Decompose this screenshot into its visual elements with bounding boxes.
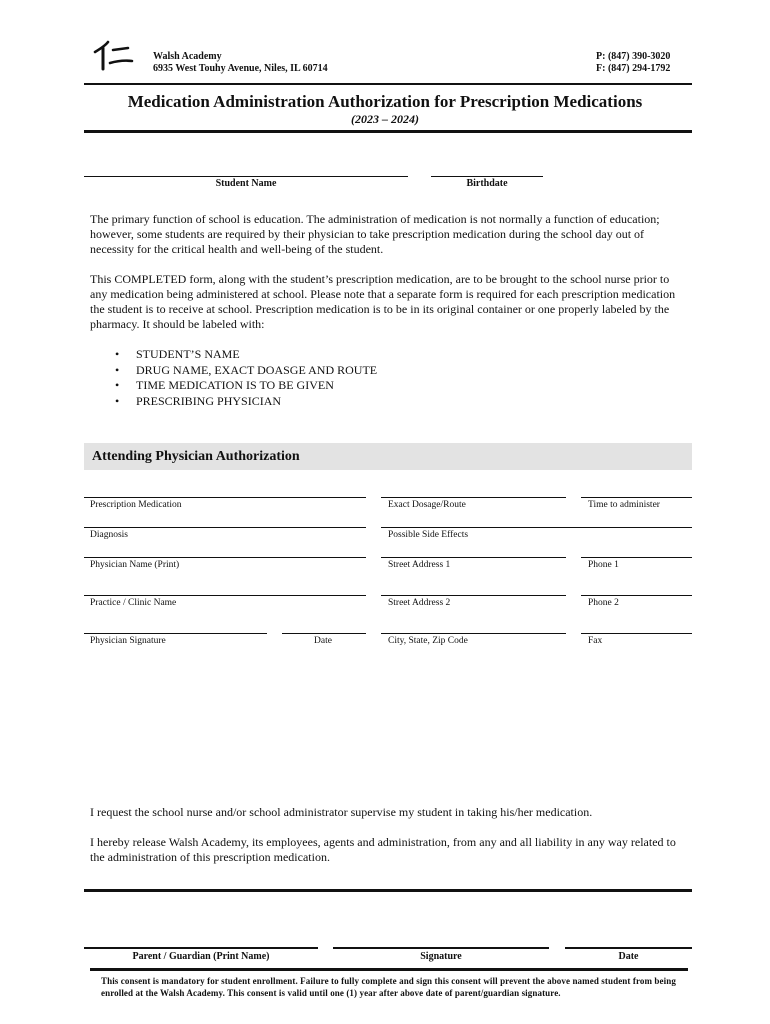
prescription-medication-line[interactable]	[84, 497, 366, 498]
parent-name-line[interactable]	[84, 947, 318, 949]
school-address: 6935 West Touhy Avenue, Niles, IL 60714	[153, 63, 328, 74]
physician-signature-line[interactable]	[84, 633, 267, 634]
physician-date-line[interactable]	[282, 633, 366, 634]
practice-name-label: Practice / Clinic Name	[90, 598, 177, 608]
phone-2-label: Phone 2	[588, 598, 619, 608]
street-address-2-label: Street Address 2	[388, 598, 451, 608]
list-item: • STUDENT’S NAME	[90, 347, 377, 363]
diagnosis-line[interactable]	[84, 527, 366, 528]
page-subtitle: (2023 – 2024)	[351, 112, 419, 126]
birthdate-line[interactable]	[431, 176, 543, 177]
parent-signature-line[interactable]	[333, 947, 549, 949]
birthdate-label: Birthdate	[466, 178, 508, 189]
consent-divider	[84, 889, 692, 892]
intro-paragraph-1: The primary function of school is education. The administration of medication is not normally a function of education; however, some students are required by their physician to take prescription medication during the school day out of necessity for the critical health and well-being of the student.	[90, 212, 660, 256]
page-title: Medication Administration Authorization for Prescription Medications	[127, 92, 643, 111]
exact-dosage-line[interactable]	[381, 497, 566, 498]
side-effects-line[interactable]	[381, 527, 692, 528]
physician-section-header	[84, 443, 692, 470]
footer-divider	[90, 968, 688, 971]
supervision-request-text: I request the school nurse and/or school administrator supervise my student in taking his/her medication.	[90, 805, 593, 819]
street-address-1-line[interactable]	[381, 557, 566, 558]
prescription-medication-label: Prescription Medication	[90, 500, 182, 510]
school-logo	[92, 40, 134, 72]
practice-name-line[interactable]	[84, 595, 366, 596]
label-requirements-list	[90, 347, 377, 409]
title-divider	[84, 130, 692, 133]
student-name-label: Student Name	[215, 178, 277, 189]
list-item: • PRESCRIBING PHYSICIAN	[90, 394, 377, 410]
phone-1-label: Phone 1	[588, 560, 619, 570]
school-phone: P: (847) 390-3020	[596, 51, 671, 62]
student-name-line[interactable]	[84, 176, 408, 177]
city-state-zip-line[interactable]	[381, 633, 566, 634]
school-name: Walsh Academy	[153, 51, 222, 62]
school-fax: F: (847) 294-1792	[596, 63, 671, 74]
street-address-2-line[interactable]	[381, 595, 566, 596]
physician-date-label: Date	[314, 636, 332, 646]
intro-paragraph-2: This COMPLETED form, along with the student’s prescription medication, are to be brought to the school nurse prior to any medication being administered at school. Please note that a separate form is required for each prescription medication the student is to receive at school. Prescription medication is to be in its original container or one properly labeled by the pharmacy. It should be labeled with:	[90, 272, 676, 331]
physician-name-line[interactable]	[84, 557, 366, 558]
city-state-zip-label: City, State, Zip Code	[388, 636, 468, 646]
physician-name-label: Physician Name (Print)	[90, 560, 180, 570]
physician-signature-label: Physician Signature	[90, 636, 166, 646]
phone-2-line[interactable]	[581, 595, 692, 596]
time-to-administer-label: Time to administer	[588, 500, 660, 510]
time-to-administer-line[interactable]	[581, 497, 692, 498]
exact-dosage-label: Exact Dosage/Route	[388, 500, 466, 510]
section-title: Attending Physician Authorization	[92, 449, 300, 464]
parent-date-label: Date	[618, 951, 639, 962]
list-item: • DRUG NAME, EXACT DOASGE AND ROUTE	[90, 363, 377, 379]
footer-note: This consent is mandatory for student enrollment. Failure to fully complete and sign this consent will prevent the above named student from being enrolled at the Walsh Academy. This consent is valid until one (1) year after above date of parent/guardian signature.	[101, 976, 676, 998]
parent-signature-label: Signature	[420, 951, 462, 962]
phone-1-line[interactable]	[581, 557, 692, 558]
list-item: • TIME MEDICATION IS TO BE GIVEN	[90, 378, 377, 394]
fax-label: Fax	[588, 636, 603, 646]
parent-date-line[interactable]	[565, 947, 692, 949]
diagnosis-label: Diagnosis	[90, 530, 128, 540]
parent-name-label: Parent / Guardian (Print Name)	[132, 951, 270, 962]
liability-release-text: I hereby release Walsh Academy, its employees, agents and administration, from any and all liability in any way related to the administration of this prescription medication.	[90, 835, 676, 864]
header-divider	[84, 83, 692, 85]
fax-line[interactable]	[581, 633, 692, 634]
street-address-1-label: Street Address 1	[388, 560, 451, 570]
side-effects-label: Possible Side Effects	[388, 530, 469, 540]
